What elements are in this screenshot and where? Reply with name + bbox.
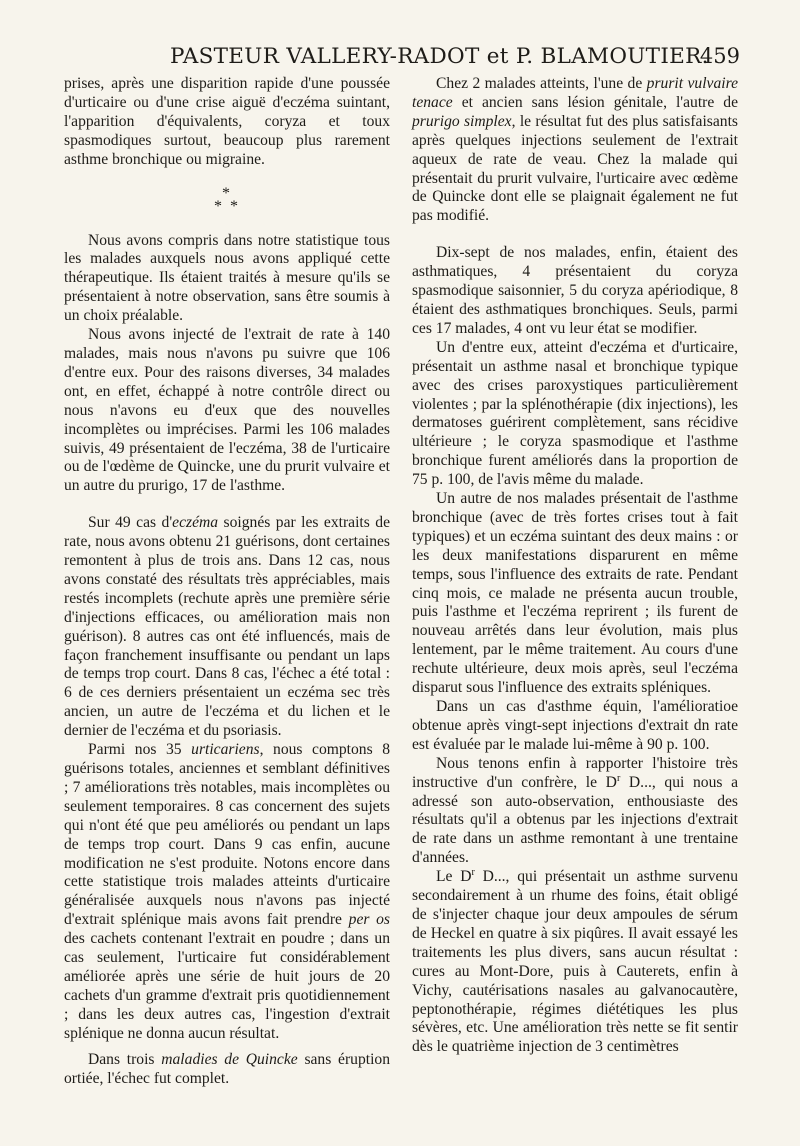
asterism-top: *	[222, 184, 232, 202]
emphasis: per os	[348, 911, 390, 929]
paragraph: Un d'entre eux, atteint d'eczéma et d'urticaire, présentait un asthme nasal et bronchique typique avec des crises paroxystiques particulièrement violentes ; par la splénothérapie (dix injections), les dermatoses guérirent complètement, sans récidive ultérieure ; le coryza spasmodique et l'asthme bronchique furent améliorés dans la proportion de 75 p. 100, de l'avis même du malade.	[412, 338, 738, 489]
superscript: r	[616, 772, 621, 784]
text: Sur 49 cas d'	[88, 514, 173, 532]
text: Le D	[436, 868, 472, 886]
paragraph-prurit	[412, 75, 738, 226]
emphasis: prurigo simplex	[412, 112, 512, 130]
emphasis: eczéma	[172, 514, 219, 532]
paragraph-urticaria	[64, 741, 390, 1044]
text: D..., qui nous a adressé son auto-observation, enthousiaste des résultats qu'il a obtenus par les injections d'extrait de rate dans un asthme remontant à une trentaine d'années.	[412, 773, 738, 867]
text: Dans trois	[88, 1050, 162, 1068]
text: et ancien sans lésion génitale, l'autre de	[452, 93, 738, 111]
text: sans éruption ortiée, l'échec fut complet.	[64, 1050, 390, 1087]
superscript: r	[471, 866, 475, 878]
running-title: PASTEUR VALLERY-RADOT et P. BLAMOUTIER.	[170, 44, 709, 69]
asterism	[64, 184, 390, 216]
left-column	[64, 75, 390, 1088]
paragraph-eczema	[64, 514, 390, 741]
paragraph-observation	[412, 868, 738, 1057]
text: , le résultat fut des plus satisfaisants après quelques injections seulement de l'extrait aqueux de rate de veau. Chez la malade qui présentait du prurit vulvaire, l'urticaire avec œdème de Quincke dont elle se plaignait également ne fut pas modifié.	[412, 112, 738, 225]
text: des cachets contenant l'extrait en poudre ; dans un cas seulement, l'urticaire fut considérablement améliorée après une série de huit jours de 20 cachets d'un gramme d'extrait pris quotidiennement ; dans les deux autres cas, l'ingestion d'extrait splénique ne donna aucun résultat.	[64, 930, 390, 1042]
paragraph: prises, après une disparition rapide d'une poussée d'urticaire ou d'une crise aiguë d'eczéma suintant, l'apparition d'équivalents, coryza et toux spasmodiques surtout, beaucoup plus rarement asthme bronchique ou migraine.	[64, 75, 390, 168]
emphasis: maladies de Quincke	[161, 1050, 298, 1068]
paragraph-confrere	[412, 755, 738, 868]
paragraph: Nous avons compris dans notre statistique tous les malades auxquels nous avons appliqué cette thérapeutique. Ils étaient traités à mesure qu'ils se présentaient à notre observation, sans être soumis à un choix préalable.	[64, 231, 390, 325]
text: soignés par les extraits de rate, nous avons obtenu 21 guérisons, dont certaines remontent à plus de trois ans. Dans 12 cas, nous avons constaté des résultats très appréciables, mais restés incomplets (rechute après une première série d'injections efficaces, ou amélioration mais non guérison). 8 autres cas ont été influencés, mais de façon franchement insuffisante ou pendant un laps de temps trop court. Dans 8 cas, l'échec a été total : 6 de ces derniers présentaient un eczéma sec très ancien, un autre de l'eczéma et du lichen et le dernier de l'eczéma et du psoriasis.	[64, 514, 391, 740]
text: Chez 2 malades atteints, l'une de	[436, 75, 647, 92]
emphasis: prurit vulvaire tenace	[412, 75, 738, 111]
text: D..., qui présentait un asthme survenu secondairement à un rhume des foins, était obligé de s'injecter chaque jour deux ampoules de sérum de Heckel en quatre à six piqûres. Il avait essayé les traitements les plus divers, sans aucun résultat : cures au Mont-Dore, puis à Cauterets, enfin à Vichy, cautérisations nasales au galvanocautère, peptonothérapie, régimes diététiques les plus sévères, etc. Une amélioration très nette se fit sentir dès le quatrième injection de 3 centimètres	[412, 868, 738, 1056]
right-column	[412, 75, 738, 1057]
page-number: 459	[699, 44, 740, 68]
asterism-bottom: * *	[214, 197, 240, 215]
text: , nous comptons 8 guérisons totales, anciennes et semblant définitives ; 7 améliorations très notables, mais incomplètes ou seulement temporaires. 8 cas concernent des sujets qui n'ont été que peu améliorés ou pendant un laps de temps trop court. Dans 9 cas enfin, aucune modification ne s'est produite. Notons encore dans cette statistique trois malades atteints d'urticaire généralisée auxquels nous n'avons pas injecté d'extrait splénique mais avons fait prendre	[64, 741, 390, 929]
page-header	[60, 44, 740, 74]
paragraph: Un autre de nos malades présentait de l'asthme bronchique (avec de très fortes crises tout à fait typiques) et un eczéma suintant des deux mains : or les deux manifestations disparurent en même temps, sous l'influence des extraits de rate. Pendant cinq mois, ce malade ne présenta aucun trouble, puis l'asthme et l'eczéma reprirent ; ils furent de nouveau arrêtés dans leur évolution, mais plus lentement, par le même traitement. Au cours d'une rechute ultérieure, deux mois après, seul l'eczéma disparut sous l'influence des extraits spléniques.	[412, 490, 738, 697]
paragraph: Dix-sept de nos malades, enfin, étaient des asthmatiques, 4 présentaient du coryza spasmodique saisonnier, 5 du coryza apériodique, 8 étaient des asthmatiques bronchiques. Seuls, parmi ces 17 malades, 4 ont vu leur état se modifier.	[412, 244, 738, 337]
paragraph: Dans un cas d'asthme équin, l'amélioratioe obtenue après vingt-sept injections d'extrait dn rate est évaluée par le malade lui-même à 90 p. 100.	[412, 698, 738, 753]
text: Parmi nos 35	[88, 741, 192, 759]
text: Nous tenons enfin à rapporter l'histoire très instructive d'un confrère, le D	[412, 754, 738, 791]
paragraph-quincke	[64, 1051, 390, 1089]
paragraph: Nous avons injecté de l'extrait de rate à 140 malades, mais nous n'avons pu suivre que 106 d'entre eux. Pour des raisons diverses, 34 malades ont, en effet, échappé à notre contrôle direct ou nous n'avons eu d'eux que des nouvelles incomplètes ou imprécises. Parmi les 106 malades suivis, 49 présentaient de l'eczéma, 38 de l'urticaire ou de l'œdème de Quincke, une du prurit vulvaire et un autre du prurigo, 17 de l'asthme.	[64, 326, 390, 495]
emphasis: urticariens	[191, 741, 260, 759]
